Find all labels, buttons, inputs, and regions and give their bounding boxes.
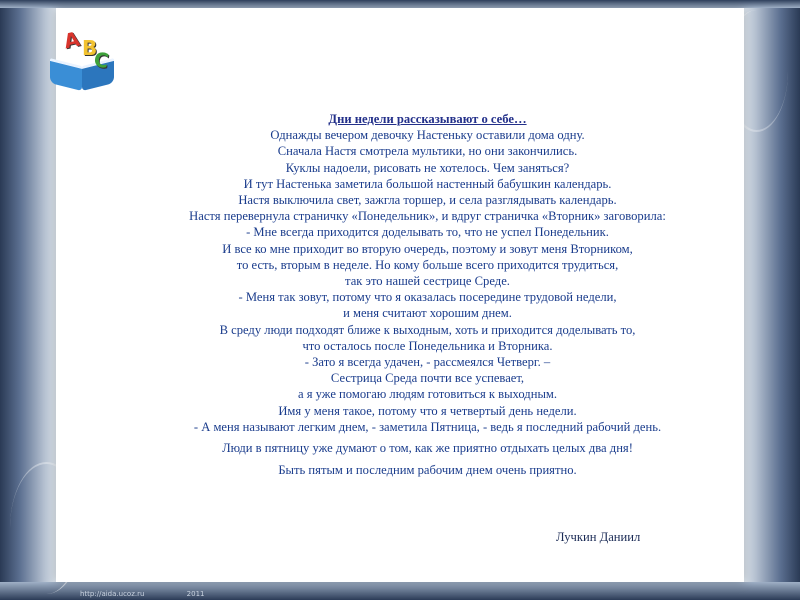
story-line: И тут Настенька заметила большой настенный бабушкин календарь. (243, 176, 612, 191)
story-line: что осталось после Понедельника и Вторника. (302, 338, 553, 353)
story-line: Сначала Настя смотрела мультики, но они закончились. (277, 144, 578, 159)
story-line: а я уже помогаю людям готовиться к выходным. (297, 387, 558, 402)
footer-site: http://aida.ucoz.ru (80, 590, 145, 598)
top-frame (0, 0, 800, 8)
story-line: - Мне всегда приходится доделывать то, что не успел Понедельник. (246, 225, 609, 240)
story-line: то есть, вторым в неделе. Но кому больше всего приходится трудиться, (236, 257, 619, 272)
story-line: Настя выключила свет, зажгла торшер, и села разглядывать календарь. (238, 193, 617, 208)
closing-line: Быть пятым и последним рабочим днем очень приятно. (278, 463, 577, 478)
logo-letter-a: A (61, 26, 82, 54)
closing-line: Люди в пятницу уже думают о том, как же приятно отдыхать целых два дня! (222, 441, 633, 456)
book-left-page (50, 58, 82, 91)
logo-letter-b: B (82, 36, 98, 60)
story-line: - Зато я всегда удачен, - рассмеялся Четверг. – (304, 355, 551, 370)
footer-year: 2011 (186, 590, 205, 598)
story-line: и меня считают хорошим днем. (343, 306, 512, 321)
author-name: Лучкин Даниил (556, 530, 641, 544)
story-line: Сестрица Среда почти все успевает, (330, 371, 525, 386)
logo-letter-c: C (92, 46, 111, 74)
story-line: И все ко мне приходит во вторую очередь, поэтому и зовут меня Вторником, (222, 241, 633, 256)
story-line: Имя у меня такое, потому что я четвертый день недели. (278, 403, 577, 418)
story-line: Настя перевернула страничку «Понедельник», и вдруг страничка «Вторник» заговорила: (189, 209, 666, 224)
slide-footer (80, 590, 244, 598)
abc-book-logo-icon (46, 22, 126, 92)
story-line: так это нашей сестрице Среде. (345, 274, 510, 289)
story-line: В среду люди подходят ближе к выходным, хоть и приходится доделывать то, (219, 322, 636, 337)
story-line: - А меня называют легким днем, - заметила Пятница, - ведь я последний рабочий день. (193, 419, 662, 434)
story-line: - Меня так зовут, потому что я оказалась посередине трудовой недели, (238, 290, 617, 305)
story-line: Куклы надоели, рисовать не хотелось. Чем заняться? (285, 160, 570, 175)
story-text (60, 111, 795, 478)
story-title: Дни недели рассказывают о себе… (328, 112, 527, 126)
story-line: Однажды вечером девочку Настеньку оставили дома одну. (270, 128, 585, 143)
